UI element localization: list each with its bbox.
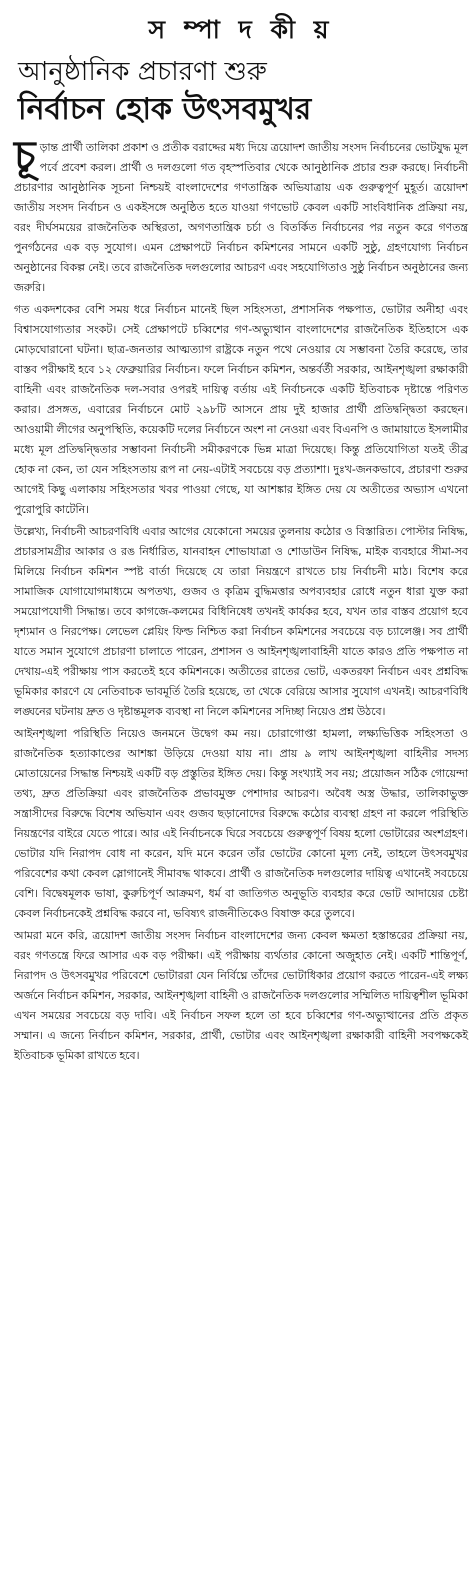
paragraph-3: উল্লেখ্য, নির্বাচনী আচরণবিধি এবার আগের যেকোনো সময়ের তুলনায় কঠোর ও বিস্তারিত। পোস্টার নিষিদ্ধ, প্রচারসামগ্রীর আকার ও রঙ নির্ধারিত, যানবাহন শোভাযাত্রা ও শোডাউন নিষিদ্ধ, মাইক ব্যবহারে সীমা-সব মিলিয়ে নির্বাচন কমিশন স্পষ্ট বার্তা দিয়েছে যে তারা নিয়ন্ত্রণে রাখতে চায় নির্বাচনী মাঠ। বিশেষ করে সামাজিক যোগাযোগমাধ্যমে অপতথ্য, গুজব ও কৃত্রিম বুদ্ধিমত্তার অপব্যবহার রোধে নতুন ধারা যুক্ত করা সময়োপযোগী সিদ্ধান্ত। তবে কাগজে-কলমের বিধিনিষেধ তখনই কার্যকর হবে, যখন তার বাস্তব প্রয়োগ হবে দৃশ্যমান ও নিরপেক্ষ। লেভেল প্লেয়িং ফিল্ড নিশ্চিত করা নির্বাচন কমিশনের সবচেয়ে বড় চ্যালেঞ্জ। সব প্রার্থী যাতে সমান সুযোগে প্রচারণা চালাতে পারেন, প্রশাসন ও আইনশৃঙ্খলাবাহিনী যাতে কারও প্রতি পক্ষপাত না দেখায়-এই পরীক্ষায় পাস করতেই হবে কমিশনকে। অতীতের রাতের ভোট, একতরফা নির্বাচন এবং প্রশ্নবিদ্ধ ভূমিকার কারণে যে নেতিবাচক ভাবমূর্তি তৈরি হয়েছে, তা থেকে বেরিয়ে আসার সুযোগ এখনই। আচরণবিধি লঙ্ঘনের ঘটনায় দ্রুত ও দৃষ্টান্তমূলক ব্যবস্থা না নিলে কমিশনের সদিচ্ছা নিয়েও প্রশ্ন উঠবে। xyxy=(14,525,468,718)
dropcap: চূ xyxy=(14,132,36,179)
kicker-headline: আনুষ্ঠানিক প্রচারণা শুরু xyxy=(18,57,267,87)
section-label: স ম্পা দ কী য় xyxy=(148,15,334,44)
editorial-body xyxy=(14,132,468,1066)
main-headline: নির্বাচন হোক উৎসবমুখর xyxy=(18,92,312,127)
paragraph-4: আইনশৃঙ্খলা পরিস্থিতি নিয়েও জনমনে উদ্বেগ কম নয়। চোরাগোপ্তা হামলা, লক্ষ্যভিত্তিক সহিংসতা ও রাজনৈতিক হত্যাকাণ্ডের আশঙ্কা উড়িয়ে দেওয়া যায় না। প্রায় ৯ লাখ আইনশৃঙ্খলা বাহিনীর সদস্য মোতায়েনের সিদ্ধান্ত নিশ্চয়ই একটি বড় প্রস্তুতির ইঙ্গিত দেয়। কিন্তু সংখ্যাই সব নয়; প্রয়োজন সঠিক গোয়েন্দা তথ্য, দ্রুত প্রতিক্রিয়া এবং রাজনৈতিক প্রভাবমুক্ত পেশাদার আচরণ। অবৈধ অস্ত্র উদ্ধার, তালিকাভুক্ত সন্ত্রাসীদের বিরুদ্ধে বিশেষ অভিযান এবং গুজব ছড়ানোদের বিরুদ্ধে কঠোর ব্যবস্থা গ্রহণ না করলে পরিস্থিতি নিয়ন্ত্রণের বাইরে যেতে পারে। আর এই নির্বাচনকে ঘিরে সবচেয়ে গুরুত্বপূর্ণ বিষয় হলো ভোটারের অংশগ্রহণ। ভোটার যদি নিরাপদ বোধ না করেন, যদি মনে করেন তাঁর ভোটের কোনো মূল্য নেই, তাহলে উৎসবমুখর পরিবেশের কথা কেবল স্লোগানেই সীমাবদ্ধ থাকবে। প্রার্থী ও রাজনৈতিক দলগুলোর দায়িত্ব এখানেই সবচেয়ে বেশি। বিদ্বেষমূলক ভাষা, কুরুচিপূর্ণ আক্রমণ, ধর্ম বা জাতিগত অনুভূতি ব্যবহার করে ভোট আদায়ের চেষ্টা কেবল নির্বাচনকেই প্রশ্নবিদ্ধ করবে না, ভবিষ্যৎ রাজনীতিকেও বিষাক্ত করে তুলবে। xyxy=(14,727,468,920)
paragraph-2: গত একদশকের বেশি সময় ধরে নির্বাচন মানেই ছিল সহিংসতা, প্রশাসনিক পক্ষপাত, ভোটার অনীহা এবং বিশ্বাসযোগ্যতার সংকট। সেই প্রেক্ষাপটে চব্বিশের গণ-অভ্যুত্থান বাংলাদেশের রাজনৈতিক ইতিহাসে এক মোড়ঘোরানো ঘটনা। ছাত্র-জনতার আত্মত্যাগ রাষ্ট্রকে নতুন পথে নেওয়ার যে সম্ভাবনা তৈরি করেছে, তার বাস্তব পরীক্ষাই হবে ১২ ফেব্রুয়ারির নির্বাচন। ফলে নির্বাচন কমিশন, অন্তর্বর্তী সরকার, আইনশৃঙ্খলা রক্ষাকারী বাহিনী এবং রাজনৈতিক দল-সবার ওপরই দায়িত্ব বর্তায় এই নির্বাচনকে একটি ইতিবাচক দৃষ্টান্তে পরিণত করার। প্রসঙ্গত, এবারের নির্বাচনে মোট ২৯৮টি আসনে প্রায় দুই হাজার প্রার্থী প্রতিদ্বন্দ্বিতা করছেন। আওয়ামী লীগের অনুপস্থিতি, কয়েকটি দলের নির্বাচনে অংশ না নেওয়া এবং বিএনপি ও জামায়াতে ইসলামীর মধ্যে মূল প্রতিদ্বন্দ্বিতার সম্ভাবনা নির্বাচনী সমীকরণকে ভিন্ন মাত্রা দিয়েছে। কিন্তু প্রতিযোগিতা যতই তীব্র হোক না কেন, তা যেন সহিংসতায় রূপ না নেয়-এটাই সবচেয়ে বড় প্রত্যাশা। দুঃখ-জনকভাবে, প্রচারণা শুরুর আগেই কিছু এলাকায় সহিংসতার খবর পাওয়া গেছে, যা আশঙ্কার ইঙ্গিত দেয় যে অতীতের অভ্যাস এখনো পুরোপুরি কাটেনি। xyxy=(14,303,468,516)
paragraph-5: আমরা মনে করি, ত্রয়োদশ জাতীয় সংসদ নির্বাচন বাংলাদেশের জন্য কেবল ক্ষমতা হস্তান্তরের প্রক্রিয়া নয়, বরং গণতন্ত্রে ফিরে আসার এক বড় পরীক্ষা। এই পরীক্ষায় ব্যর্থতার কোনো অজুহাত নেই। একটি শান্তিপূর্ণ, নিরাপদ ও উৎসবমুখর পরিবেশে ভোটাররা যেন নির্বিঘ্নে তাঁদের ভোটাধিকার প্রয়োগ করতে পারেন-এই লক্ষ্য অর্জনে নির্বাচন কমিশন, সরকার, আইনশৃঙ্খলা বাহিনী ও রাজনৈতিক দলগুলোর সম্মিলিত দায়িত্বশীল ভূমিকা এখন সময়ের সবচেয়ে বড় দাবি। এই নির্বাচন সফল হলে তা হবে চব্বিশের গণ-অভ্যুত্থানের প্রতি প্রকৃত সম্মান। এ জন্যে নির্বাচন কমিশন, সরকার, প্রার্থী, ভোটার এবং আইনশৃঙ্খলা রক্ষাকারী বাহিনী সবপক্ষকেই ইতিবাচক ভূমিকা রাখতে হবে। xyxy=(14,929,468,1062)
paragraph-1 xyxy=(14,132,468,298)
paragraph-1-text: ড়ান্ত প্রার্থী তালিকা প্রকাশ ও প্রতীক বরাদ্দের মধ্য দিয়ে ত্রয়োদশ জাতীয় সংসদ নির্বাচনের ভোটযুদ্ধ মূল পর্বে প্রবেশ করল। প্রার্থী ও দলগুলো গত বৃহস্পতিবার থেকে আনুষ্ঠানিক প্রচার শুরু করছে। নির্বাচনী প্রচারণার আনুষ্ঠানিক সূচনা নিশ্চয়ই বাংলাদেশের গণতান্ত্রিক অভিযাত্রায় এক গুরুত্বপূর্ণ মুহূর্ত। ত্রয়োদশ জাতীয় সংসদ নির্বাচন ও একইসঙ্গে অনুষ্ঠিত হতে যাওয়া গণভোট কেবল একটি সাংবিধানিক প্রক্রিয়া নয়, বরং দীর্ঘসময়ের রাজনৈতিক অস্থিরতা, অগণতান্ত্রিক চর্চা ও বিতর্কিত নির্বাচনের পর নতুন করে গণতন্ত্র পুনর্গঠনের এক বড় সুযোগ। এমন প্রেক্ষাপটে নির্বাচন কমিশনের সামনে একটি সুষ্ঠু, গ্রহণযোগ্য নির্বাচন অনুষ্ঠানের বিকল্প নেই। তবে রাজনৈতিক দলগুলোর আচরণ এবং সহযোগিতাও সুষ্ঠু নির্বাচন অনুষ্ঠানের জন্য জরুরি। xyxy=(14,141,468,294)
